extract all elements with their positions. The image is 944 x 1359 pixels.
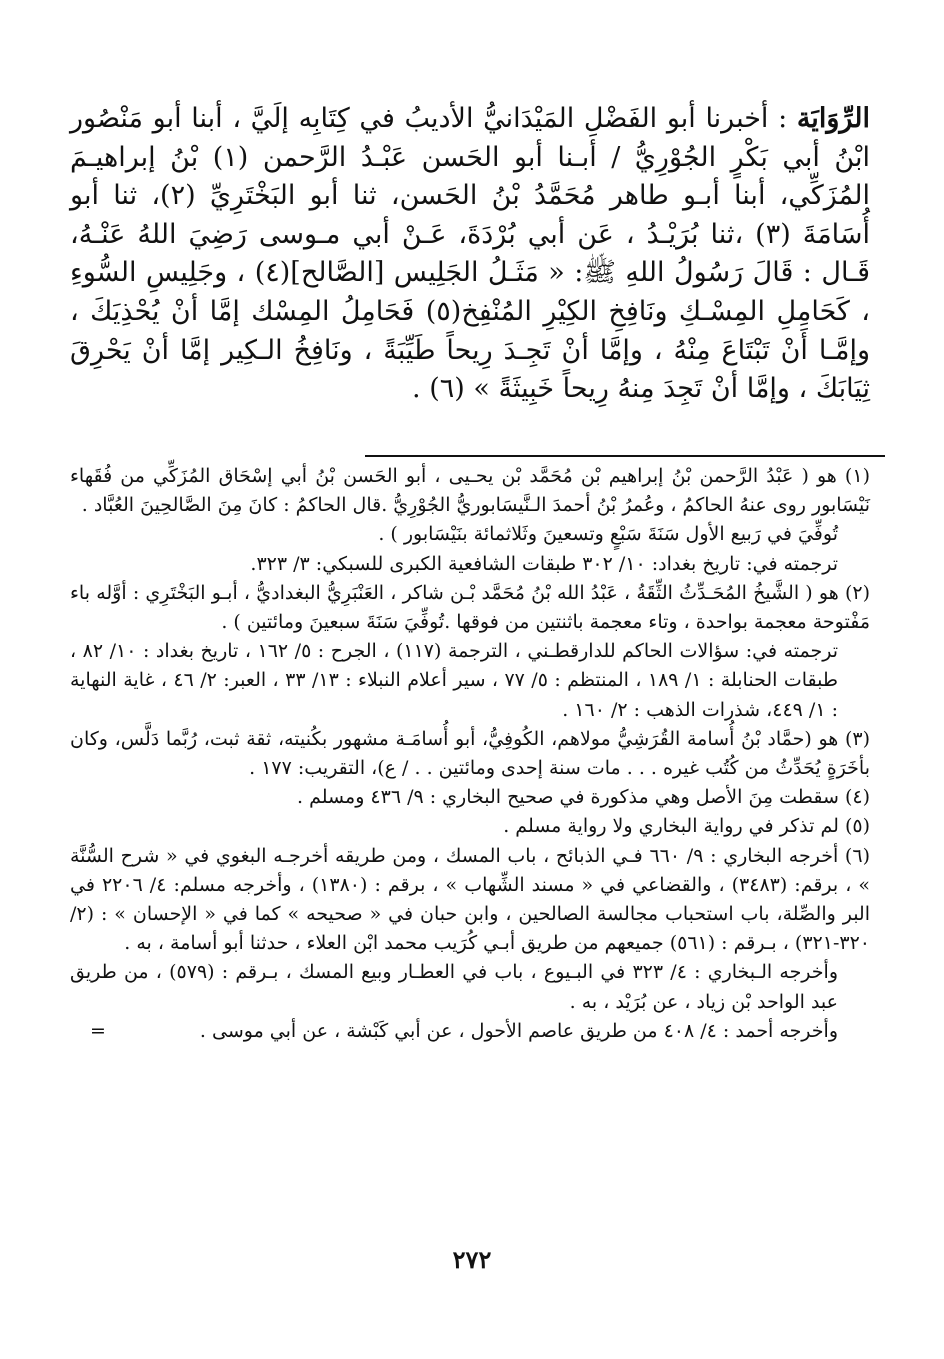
main-text: [70, 100, 870, 409]
footnote-1: (١) هو ( عَبْدُ الرَّحمن بْنُ إبراهيم بْن مُحَمَّد بْن يحـيى ، أبو الحَسن بْنُ أبي إسْحَاق المُزَكِّي من فُقَهاء نَيْسَابور روى عنهُ الحاكمُ ، وعُمرُ بْنُ أحمدَ الـنَّيسَابوريُّ الجُوْرِيُّ .قال الحاكمُ : كانَ مِنَ الصَّالحِينَ العُبَّاد .: [70, 465, 870, 517]
riwaya-label: الرِّوَايَة: [796, 103, 870, 134]
footnote-5: (٥) لم تذكر في رواية البخاري ولا رواية مسلم .: [503, 815, 870, 838]
footnote-2-sources: ترجمته في: سؤالات الحاكم للدارقطـني ، الترجمة (١١٧) ، الجرح : ٥/ ١٦٢ ، تاريخ بغداد : ١٠/ ٨٢ ، طبقات الحنابلة : ١/ ١٨٩ ، المنتظم : ٥/ ٧٧ ، سير أعلام النبلاء : ١٣/ ٣٣ ، العبر: ٢/ ٤٦ ، غاية النهاية : ١/ ٤٤٩، شذرات الذهب : ٢/ ١٦٠ .: [70, 640, 838, 721]
page-number: ٢٧٢: [452, 1245, 492, 1274]
main-paragraph: [70, 100, 870, 409]
footnote-4: (٤) سقطت مِنَ الأصل وهي مذكورة في صحيح البخاري : ٩/ ٤٣٦ ومسلم .: [297, 786, 870, 809]
footnote-6-ahmad-text: وأخرجه أحمد : ٤/ ٤٠٨ من طريق عاصم الأحول ، عن أبي كَبْشة ، عن أبي موسى .: [199, 1019, 838, 1042]
footnotes: [70, 462, 870, 1046]
riwaya-body: : أخبرنا أبو الفَضْلِ المَيْدَانيُّ الأديبُ في كِتَابِه إلَيَّ ، أبنا أبو مَنْصُور ابْنُ أبي بَكْرٍ الجُوْرِيُّ / أبـنا أبو الحَسن عَبْـدُ الرَّحمن (١) بْنُ إبراهيـمَ المُزَكِّي، أبنا أبـو طاهر مُحَمَّدُ بْنُ الحَسن، ثنا أبو البَخْتَرِيِّ (٢)، ثنا أبو أُسَامَةَ (٣) ،ثنا بُرَيْـدُ ، عَن أبي بُرْدَةَ، عَـنْ أبي مـوسى رَضِيَ اللهُ عَنْـهُ، قَـال : قَالَ رَسُولُ اللهِ ﷺ: « مَثَـلُ الجَلِيس [الصَّالح](٤) ، وجَلِيسِ السُّوءِ ، كَحَامِلِ المِسْـكِ ونَافِخِ الكِيْرِ المُنْفِخ(٥) فَحَامِلُ المِسْك إمَّا أنْ يُحْذِيَكَ ، وإمَّـا أَنْ تَبْتَاعَ مِنْهُ ، وإمَّا أنْ تَجِـدَ رِيحاً طَيِّبَةً ، ونَافِخُ الـكِير إمَّا أنْ يَحْرِقَ ثِيَابَكَ ، وإمَّا أنْ تَجِدَ مِنهُ رِيحاً خَبِيثَةً » (٦) .: [70, 103, 871, 405]
footnote-6-ahmad: [70, 1017, 870, 1046]
footnote-1-death: تُوفِّيَ في رَبيع الأول سَنَةَ سَبْعٍ وتسعينَ وثَلاثمائة بنَيْسَابور ) .: [378, 523, 838, 546]
footnote-3: (٣) هو (حمَّاد بْنُ أُسامة القُرَشِيُّ مولاهم، الكُوفِيُّ، أبو أُسامَـة مشهور بكُنيته، ثقة ثبت، رُبَّما دَلَّس، وكان بأخَرَةٍ يُحَدِّثُ من كُتُب غيره . . . مات سنة إحدى ومائتين . . / ع)، التقريب: ١٧٧ .: [70, 727, 870, 780]
footnote-separator: [365, 455, 885, 457]
footnote-6: (٦) أخرجه البخاري : ٩/ ٦٦٠ فـي الذبائح ، باب المسك ، ومن طريقه أخرجـه البغوي في « شرح السُّنَّة » ، برقم: (٣٤٨٣) ، والقضاعي في « مسند الشِّهاب » ، برقم : (١٣٨٠) ، وأخرجه مسلم: ٤/ ٢٢٠٦ في البر والصِّلة، باب استحباب مجالسة الصالحين ، وابن حبان في « صحيحه » كما في « الإحسان » : (٢/ ٣٢٠-٣٢١) ، بـرقم : (٥٦١) جميعهم من طريق أبـي كُرَيب محمد ابْن العلاء ، حدثنا أبو أسامة ، به .: [70, 844, 871, 955]
footnote-6-bukhari: وأخرجه الـبخاري : ٤/ ٣٢٣ في البـيوع ، باب في العطـار وبيع المسك ، بـرقم : (٥٧٩) ، من طريق عبد الواحد بْن زياد ، عن بُرَيْد ، به .: [70, 961, 838, 1013]
footnote-1-sources: ترجمته في: تاريخ بغداد: ١٠/ ٣٠٢ طبقات الشافعية الكبرى للسبكي: ٣/ ٣٢٣.: [250, 552, 838, 575]
footnote-2: (٢) هو ( الشَّيخُ المُحَـدِّثُ الثِّقَةُ ، عَبْدُ الله بْنُ مُحَمَّد بْـن شاكر ، العَنْبَرِيُّ البغداديُّ ، أبـو البَخْتَرِي : أوَّله باء مَفْتوحة معجمة بواحدة ، وتاء معجمة باثنتين من فوقها .تُوفِّيَ سَنَةَ سبعينَ ومائتين ) .: [70, 581, 870, 634]
continuation-mark: =: [90, 1019, 106, 1042]
